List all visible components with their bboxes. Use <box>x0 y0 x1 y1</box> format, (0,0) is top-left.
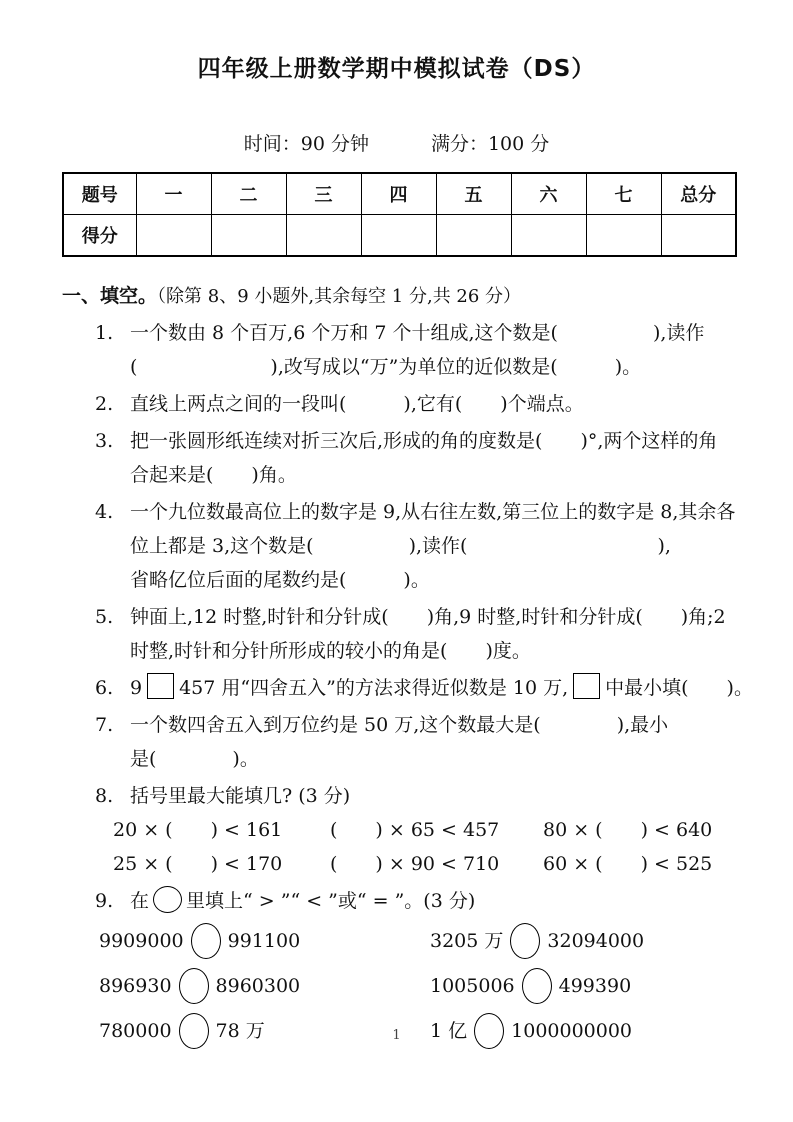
question-number: 5. <box>95 606 114 628</box>
question-text: 中最小填( )。 <box>605 677 753 699</box>
score-cell <box>211 215 286 257</box>
score-table-header-cell: 一 <box>136 173 211 215</box>
question-text: 是( )。 <box>130 748 259 770</box>
comparison-value: 32094000 <box>547 929 645 952</box>
exam-meta <box>0 129 793 156</box>
comparison-pair <box>430 923 644 959</box>
question-number: 8. <box>95 785 114 807</box>
comparison-pair <box>99 923 430 959</box>
expression: ( ) × 65 < 457 <box>330 819 500 841</box>
question-text: 里填上“ > ”“ < ”或“ = ”。(3 分) <box>186 890 476 912</box>
question-text: 一个九位数最高位上的数字是 9,从右往左数,第三位上的数字是 8,其余各 <box>130 501 736 523</box>
score-cell <box>661 215 736 257</box>
question-text: 在 <box>130 890 150 912</box>
blank-circle-icon <box>179 968 209 1004</box>
expression-row <box>113 847 793 881</box>
comparison-value: 1000000000 <box>511 1019 633 1042</box>
expression: ( ) × 90 < 710 <box>330 853 500 875</box>
question-text: 位上都是 3,这个数是( ),读作( ), <box>130 535 671 557</box>
expression: 80 × ( ) < 640 <box>543 819 713 841</box>
expression: 20 × ( ) < 161 <box>113 819 283 841</box>
question-4 <box>95 495 793 597</box>
question-number: 9. <box>95 890 114 912</box>
comparison-value: 1005006 <box>430 974 515 997</box>
section-1-title: 一、填空。 <box>62 285 158 307</box>
blank-circle-icon <box>153 886 182 913</box>
score-table-header-row <box>63 173 736 215</box>
question-8 <box>95 779 793 881</box>
expression: 25 × ( ) < 170 <box>113 853 283 875</box>
score-table-header-cell: 总分 <box>661 173 736 215</box>
comparison-value: 896930 <box>99 974 172 997</box>
score-table-header-cell: 二 <box>211 173 286 215</box>
question-text: 括号里最大能填几? (3 分) <box>130 785 351 807</box>
expression: 60 × ( ) < 525 <box>543 853 713 875</box>
question-text: 一个数四舍五入到万位约是 50 万,这个数最大是( ),最小 <box>130 714 669 736</box>
score-cell <box>586 215 661 257</box>
score-cell <box>361 215 436 257</box>
score-table <box>62 172 737 257</box>
question-text: 把一张圆形纸连续对折三次后,形成的角的度数是( )°,两个这样的角 <box>130 430 718 452</box>
question-1 <box>95 316 793 384</box>
blank-circle-icon <box>522 968 552 1004</box>
comparison-pair <box>99 968 430 1004</box>
question-text: 直线上两点之间的一段叫( ),它有( )个端点。 <box>130 393 584 415</box>
section-1-note: （除第 8、9 小题外,其余每空 1 分,共 26 分） <box>157 286 522 307</box>
question-text: 时整,时针和分针所形成的较小的角是( )度。 <box>130 640 531 662</box>
comparison-value: 8960300 <box>215 974 301 997</box>
score-table-score-row <box>63 215 736 257</box>
question-text: 省略亿位后面的尾数约是( )。 <box>130 569 430 591</box>
score-table-header-cell: 六 <box>511 173 586 215</box>
question-text: ( ),改写成以“万”为单位的近似数是( )。 <box>130 356 642 378</box>
question-text: 合起来是( )角。 <box>130 464 297 486</box>
full-score-label: 满分：100 分 <box>430 133 550 155</box>
question-number: 7. <box>95 714 114 736</box>
blank-box-icon <box>573 673 600 699</box>
comparison-row <box>99 963 793 1008</box>
score-table-header-cell: 七 <box>586 173 661 215</box>
expression-row <box>113 813 793 847</box>
comparison-value: 9909000 <box>99 929 184 952</box>
comparison-value: 3205 万 <box>430 929 504 952</box>
blank-circle-icon <box>510 923 540 959</box>
score-table-header-cell: 五 <box>436 173 511 215</box>
comparison-row <box>99 918 793 963</box>
score-cell <box>136 215 211 257</box>
question-number: 6. <box>95 677 114 699</box>
question-3 <box>95 424 793 492</box>
question-7 <box>95 708 793 776</box>
blank-circle-icon <box>191 923 221 959</box>
score-cell <box>286 215 361 257</box>
comparison-value: 499390 <box>558 974 632 997</box>
time-label: 时间：90 分钟 <box>243 133 369 155</box>
score-cell <box>436 215 511 257</box>
comparison-value: 780000 <box>99 1019 172 1042</box>
score-row-label: 得分 <box>63 215 136 257</box>
section-1-heading <box>62 279 793 314</box>
comparison-value: 78 万 <box>215 1019 265 1042</box>
comparison-value: 991100 <box>227 929 301 952</box>
question-text: 457 用“四舍五入”的方法求得近似数是 10 万, <box>179 677 569 699</box>
question-text: 9 <box>130 677 143 699</box>
fill-in-questions <box>95 316 793 1053</box>
score-table-header-cell: 四 <box>361 173 436 215</box>
page-number: 1 <box>392 1028 401 1043</box>
question-number: 1. <box>95 322 114 344</box>
question-6 <box>95 671 793 705</box>
question-number: 2. <box>95 393 114 415</box>
blank-box-icon <box>147 673 174 699</box>
comparison-value: 1 亿 <box>430 1019 468 1042</box>
question-5 <box>95 600 793 668</box>
page-title: 四年级上册数学期中模拟试卷（DS） <box>197 56 596 82</box>
question-text: 一个数由 8 个百万,6 个万和 7 个十组成,这个数是( ),读作 <box>130 322 705 344</box>
score-cell <box>511 215 586 257</box>
comparison-pair <box>430 968 631 1004</box>
question-number: 3. <box>95 430 114 452</box>
question-2 <box>95 387 793 421</box>
score-table-header-cell: 三 <box>286 173 361 215</box>
question-text: 钟面上,12 时整,时针和分针成( )角,9 时整,时针和分针成( )角;2 <box>130 606 726 628</box>
question-number: 4. <box>95 501 114 523</box>
score-table-header-cell: 题号 <box>63 173 136 215</box>
